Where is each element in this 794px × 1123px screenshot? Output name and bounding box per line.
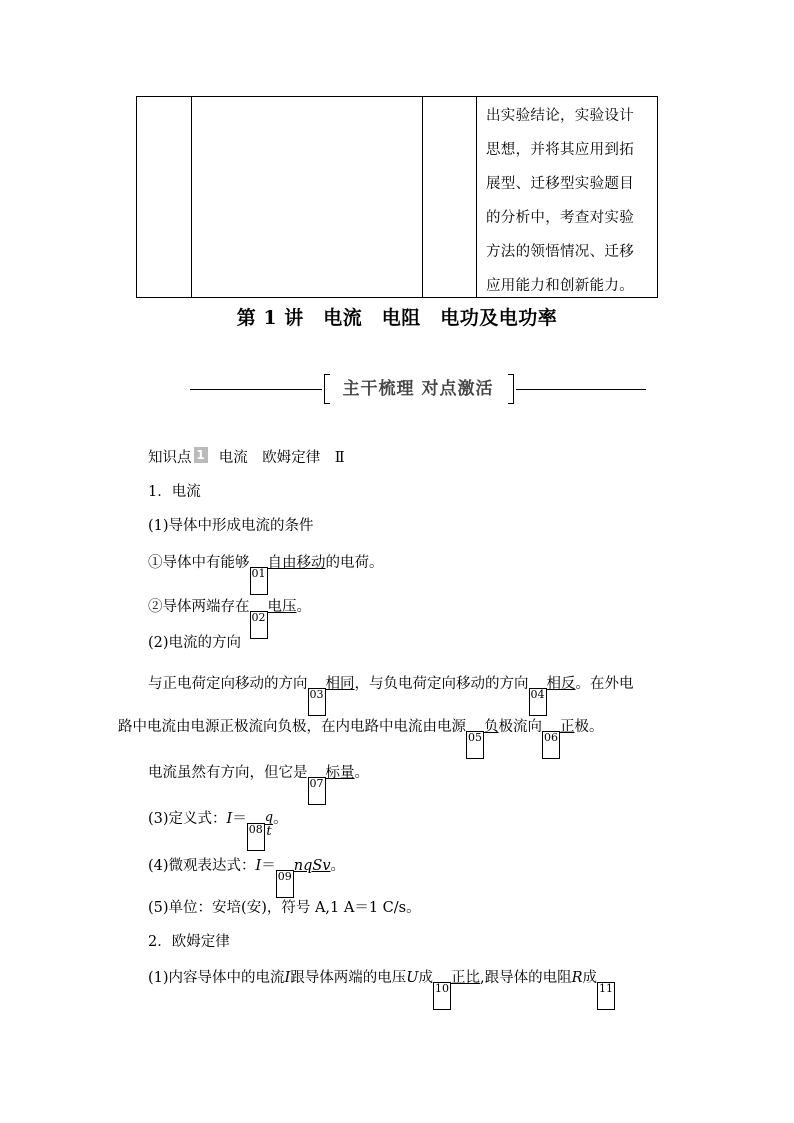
blank-answer: 负 bbox=[484, 719, 499, 735]
banner-title: 主干梳理 对点激活 bbox=[342, 379, 494, 399]
blank-number-box: 11 bbox=[597, 982, 615, 1010]
blank-answer: 标量 bbox=[325, 765, 355, 781]
table-divider bbox=[422, 97, 423, 297]
variable: I bbox=[284, 970, 291, 986]
blank-number-box: 05 bbox=[466, 731, 484, 759]
text: ②导体两端存在 bbox=[148, 599, 250, 615]
section-heading: 2．欧姆定律 bbox=[148, 934, 230, 950]
blank-number-box: 04 bbox=[529, 688, 547, 716]
cell-line: 应用能力和创新能力。 bbox=[486, 278, 634, 294]
unit-line: (5)单位：安培(安)，符号 A,1 A＝1 C/s。 bbox=[148, 900, 421, 916]
variable: U bbox=[406, 970, 419, 986]
text: (3)定义式： bbox=[148, 811, 227, 827]
fraction-denominator: t bbox=[266, 824, 272, 839]
knowledge-title: 电流 欧姆定律 Ⅱ bbox=[218, 450, 345, 466]
blank-answer: 正 bbox=[560, 719, 575, 735]
fill-blank-line bbox=[148, 967, 615, 1010]
text: 跟导体两端的电压 bbox=[290, 970, 407, 986]
text: ①导体中有能够 bbox=[148, 555, 250, 571]
fill-blank-line bbox=[148, 762, 369, 805]
blank-number-box: 06 bbox=[542, 731, 560, 759]
text: 路中电流由电源正极流向负极，在内电路中电流由电源 bbox=[118, 719, 466, 735]
blank-number-box: 03 bbox=[308, 688, 326, 716]
micro-formula bbox=[148, 855, 345, 898]
text: 。 bbox=[354, 765, 369, 781]
table-divider bbox=[191, 97, 192, 297]
knowledge-number-badge: 1 bbox=[194, 447, 208, 463]
blank-number-box: 10 bbox=[433, 982, 451, 1010]
cell-line: 思想，并将其应用到拓 bbox=[486, 142, 634, 158]
text: 极。 bbox=[574, 719, 604, 735]
blank-number-box: 01 bbox=[250, 567, 268, 595]
text: ，与负电荷定向移动的方向 bbox=[354, 676, 529, 692]
text: 的电荷。 bbox=[325, 555, 384, 571]
variable: I bbox=[226, 811, 233, 827]
text: 。在外电 bbox=[575, 676, 634, 692]
cell-line: 的分析中，考查对实验 bbox=[486, 210, 634, 226]
fill-blank-line bbox=[118, 716, 604, 759]
text: 成 bbox=[418, 970, 434, 986]
blank-answer: 相反 bbox=[546, 676, 576, 692]
text: 。 bbox=[296, 599, 311, 615]
text: ,跟导体的电阻 bbox=[480, 970, 572, 986]
text: (1)内容导体中的电流 bbox=[148, 970, 285, 986]
text: 电流虽然有方向，但它是 bbox=[148, 765, 308, 781]
requirements-table bbox=[136, 96, 658, 298]
variable: I bbox=[255, 858, 262, 874]
text: ＝ bbox=[261, 858, 276, 874]
text: ＝ bbox=[232, 811, 247, 827]
paragraph: (1)导体中形成电流的条件 bbox=[148, 518, 314, 534]
blank-number-box: 02 bbox=[250, 611, 268, 639]
text: 。 bbox=[330, 858, 346, 874]
section-heading: 1．电流 bbox=[148, 484, 201, 500]
knowledge-point-heading bbox=[148, 447, 345, 469]
paragraph: (2)电流的方向 bbox=[148, 635, 242, 651]
fraction bbox=[265, 811, 273, 838]
blank-answer: 相同 bbox=[325, 676, 355, 692]
blank-answer: nqSv bbox=[293, 858, 331, 874]
banner-rule-right bbox=[516, 389, 646, 390]
variable: R bbox=[571, 970, 583, 986]
text: (4)微观表达式： bbox=[148, 858, 256, 874]
text: 极流向 bbox=[498, 719, 542, 735]
blank-number-box: 08 bbox=[247, 823, 265, 851]
blank-number-box: 09 bbox=[276, 870, 294, 898]
banner-rule-left bbox=[190, 389, 322, 390]
fraction-numerator: q bbox=[264, 810, 274, 825]
text: 成 bbox=[582, 970, 598, 986]
table-divider bbox=[476, 97, 477, 297]
blank-answer: 电压 bbox=[267, 599, 297, 615]
cell-line: 方法的领悟情况、迁移 bbox=[486, 244, 634, 260]
definition-formula bbox=[148, 808, 288, 851]
fill-blank-line bbox=[148, 552, 384, 595]
text: 。 bbox=[273, 811, 288, 827]
blank-answer: 正比 bbox=[451, 970, 481, 986]
knowledge-prefix: 知识点 bbox=[148, 450, 192, 466]
cell-line: 展型、迁移型实验题目 bbox=[486, 176, 634, 192]
section-banner bbox=[190, 372, 646, 406]
text: 与正电荷定向移动的方向 bbox=[148, 676, 308, 692]
table-cell-description bbox=[484, 97, 658, 303]
banner-bracket-right bbox=[508, 374, 514, 404]
blank-number-box: 07 bbox=[308, 777, 326, 805]
fill-blank-line bbox=[148, 673, 634, 716]
cell-line: 出实验结论，实验设计 bbox=[486, 108, 634, 124]
lesson-title: 第 1 讲 电流 电阻 电功及电功率 bbox=[236, 307, 558, 329]
blank-answer: 自由移动 bbox=[267, 555, 326, 571]
